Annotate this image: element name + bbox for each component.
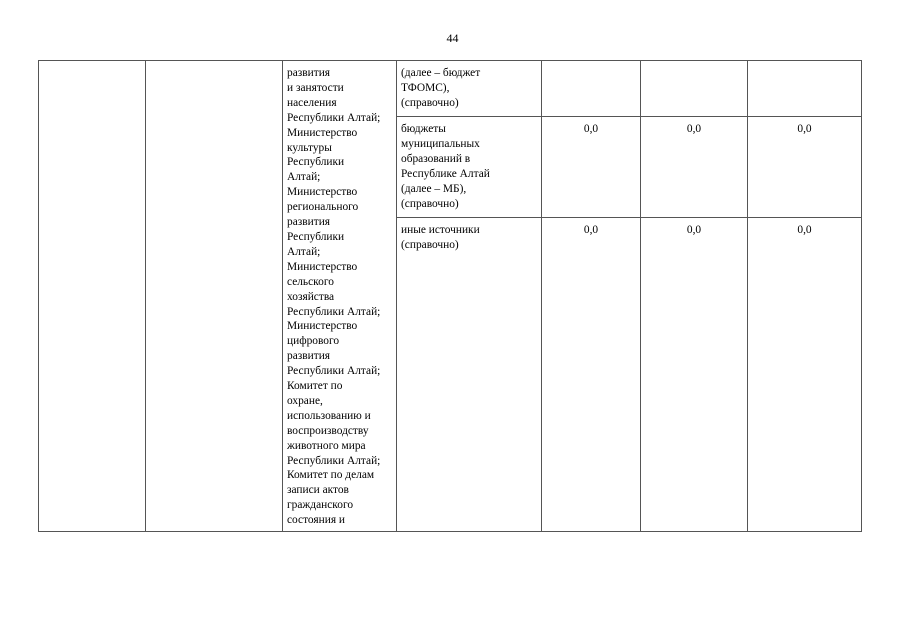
value-cell [641,61,748,117]
page-number: 44 [446,31,459,45]
text-line: культуры [287,141,332,154]
value-cell [542,61,641,117]
text-line: Министерство [287,320,358,333]
value-cell: 0,0 [748,117,862,218]
value-cell: 0,0 [748,218,862,532]
empty-cell-col2 [146,61,283,532]
executors-text [287,66,392,528]
text-line: Министерство [287,260,358,273]
text-line: (справочно) [401,96,459,109]
text-line: гражданского [287,499,354,512]
text-line: Комитет по [287,380,343,393]
value-cell: 0,0 [641,218,748,532]
text-line: иные источники [401,224,480,236]
funding-table [38,60,862,532]
text-line: Республике Алтай [401,167,490,180]
text-line: (справочно) [401,238,459,251]
text-line: Министерство [287,126,358,139]
text-line: развития [287,216,331,229]
text-line: сельского [287,275,334,288]
text-line: развития [287,350,331,363]
text-line: муниципальных [401,137,480,150]
text-line: Республики Алтай; [287,365,381,378]
value-cell: 0,0 [542,117,641,218]
empty-cell-col1 [39,61,146,532]
text-line: Алтай; [287,171,321,184]
source-text [401,122,537,211]
text-line: образований в [401,152,471,165]
value-cell: 0,0 [542,218,641,532]
text-line: состояния и [287,514,346,527]
text-line: населения [287,96,337,109]
source-cell [397,218,542,532]
text-line: ТФОМС), [401,81,450,94]
text-line: Республики [287,156,345,169]
text-line: Министерство [287,186,358,199]
text-line: хозяйства [287,290,335,303]
table-row [39,61,862,117]
text-line: Республики Алтай; [287,111,381,124]
source-cell [397,117,542,218]
text-line: Алтай; [287,245,321,258]
source-text [401,66,537,111]
text-line: Республики Алтай; [287,305,381,318]
text-line: и занятости [287,81,344,94]
text-line: развития [287,67,331,79]
text-line: охране, [287,394,323,407]
text-line: использованию и [287,409,371,422]
source-text [401,223,537,253]
value-cell [748,61,862,117]
text-line: (далее – МБ), [401,182,467,195]
text-line: цифрового [287,335,340,348]
value-cell: 0,0 [641,117,748,218]
text-line: (справочно) [401,197,459,210]
text-line: регионального [287,201,359,214]
source-cell [397,61,542,117]
executors-cell [283,61,397,532]
text-line: животного мира [287,439,366,452]
text-line: Республики Алтай; [287,454,381,467]
text-line: бюджеты [401,123,446,135]
text-line: (далее – бюджет [401,67,481,79]
text-line: воспроизводству [287,424,369,437]
text-line: Комитет по делам [287,469,375,482]
text-line: Республики [287,230,345,243]
text-line: записи актов [287,484,349,497]
